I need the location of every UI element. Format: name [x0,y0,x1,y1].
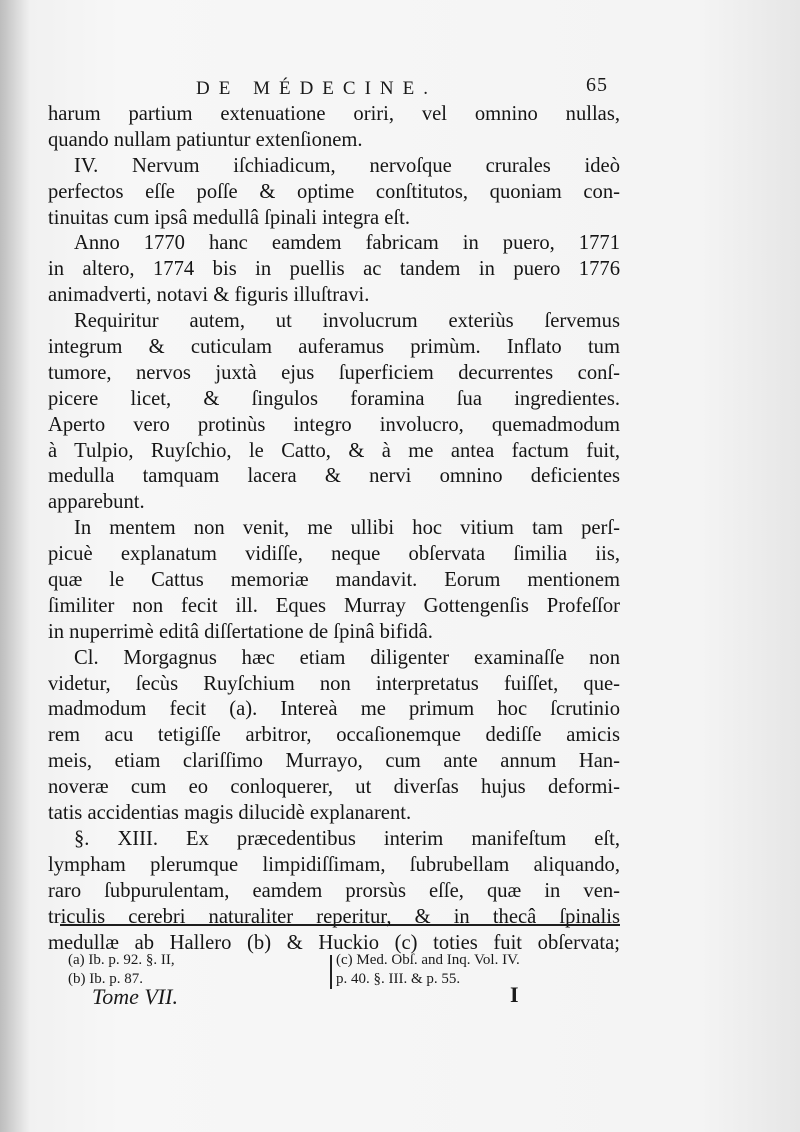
text-line: perfectos eſſe poſſe & optime conſtitutos, quoniam con- [48,180,620,203]
text-line: raro ſubpurulentam, eamdem prorsùs eſſe, quæ in ven- [48,879,620,902]
header-title: DE MÉDECINE. [196,78,437,99]
text-line: tumore, nervos juxtà ejus ſuperficiem decurrentes conſ- [48,361,620,384]
text-line: in altero, 1774 bis in puellis ac tandem in puero 1776 [48,258,620,281]
footnote-column-divider [330,955,332,989]
signature-mark: I [510,982,519,1007]
body-text [48,102,620,956]
text-line: à Tulpio, Ruyſchio, le Catto, & à me antea factum fuit, [48,439,620,462]
text-line: IV. Nervum iſchiadicum, nervoſque crurales ideò [74,154,620,177]
text-line: rem acu tetigiſſe arbitror, occaſionemque dediſſe amicis [48,724,620,747]
text-line: tatis accidentias magis dilucidè explanarent. [48,802,412,825]
text-line: triculis cerebri naturaliter reperitur, & in thecâ ſpinalis [48,905,620,928]
footnote-b: (b) Ib. p. 87. [68,971,143,987]
footnote-rule [60,924,620,926]
text-line: in nuperrimè editâ diſſertatione de ſpinâ bifidâ. [48,620,433,643]
text-line: harum partium extenuatione oriri, vel omnino nullas, [48,103,620,125]
text-line: noveræ cum eo conloquerer, ut diverſas hujus deformi- [48,776,620,799]
text-line: quæ le Cattus memoriæ mandavit. Eorum mentionem [48,569,620,592]
footnote-c: (c) Med. Obſ. and Inq. Vol. IV. [336,952,520,968]
text-line: madmodum fecit (a). Intereà me primum hoc ſcrutinio [48,698,620,721]
text-line: tinuitas cum ipsâ medullâ ſpinali integra eſt. [48,206,411,229]
text-line: Requiritur autem, ut involucrum exteriùs ſervemus [74,310,620,333]
text-line: medullæ ab Hallero (b) & Huckio (c) toties fuit obſervata; [48,931,620,954]
running-header [196,74,608,104]
text-line: videtur, ſecùs Ruyſchium non interpretatus fuiſſet, que- [48,672,620,695]
text-line: Cl. Morgagnus hæc etiam diligenter examinaſſe non [74,646,620,669]
text-line: meis, etiam clariſſimo Murrayo, cum ante annum Han- [48,750,620,773]
volume-signature: Tome VII. [92,984,178,1009]
text-line: lympham plerumque limpidiſſimam, ſubrubellam aliquando, [48,853,620,876]
text-line: integrum & cuticulam auferamus primùm. Inflato tum [48,336,620,359]
text-line: picuè explanatum vidiſſe, neque obſervata ſimilia iis, [48,543,620,566]
footnote-a: (a) Ib. p. 92. §. II, [68,952,175,968]
text-line: ſimiliter non fecit ill. Eques Murray Gottengenſis Profeſſor [48,594,620,617]
text-line: quando nullam patiuntur extenſionem. [48,128,363,151]
text-line: §. XIII. Ex præcedentibus interim manifeſtum eſt, [74,827,620,850]
footnotes-right [336,951,626,989]
text-line: Anno 1770 hanc eamdem fabricam in puero, 1771 [74,232,620,255]
text-line: picere licet, & ſingulos foramina ſua ingredientes. [48,387,620,410]
text-line: apparebunt. [48,491,145,514]
page-number: 65 [586,74,608,96]
text-line: animadverti, notavi & figuris illuſtravi. [48,284,370,307]
text-line: Aperto vero protinùs integro involucro, quemadmodum [48,413,620,436]
text-line: In mentem non venit, me ullibi hoc vitium tam perſ- [74,517,620,540]
footnote-c-continued: p. 40. §. III. & p. 55. [336,971,461,987]
text-line: medulla tamquam lacera & nervi omnino deficientes [48,465,620,488]
